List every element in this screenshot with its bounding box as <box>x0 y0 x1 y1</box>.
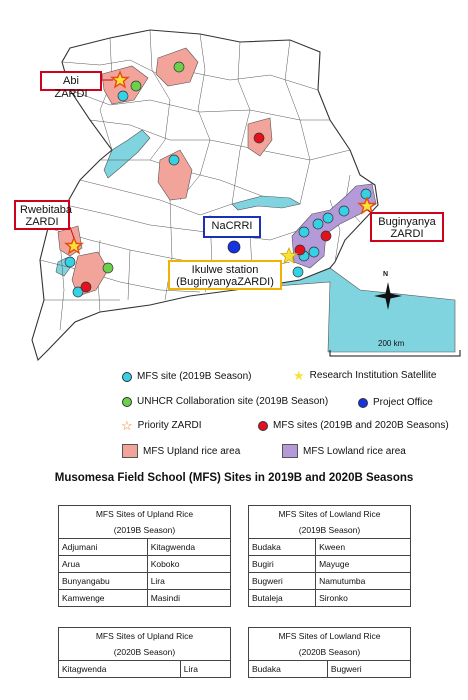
unhcr-site-marker <box>103 263 113 273</box>
table-cell: Lira <box>180 661 230 678</box>
table-cell: Bunyangabu <box>59 573 148 590</box>
table-lowland-2019b <box>248 505 411 607</box>
table-cell: Bugweri <box>249 573 316 590</box>
legend-upland-area <box>122 444 240 458</box>
legend-mfs-site <box>122 371 252 382</box>
table-cell: Adjumani <box>59 539 148 556</box>
table-title: MFS Sites of Upland Rice <box>59 628 231 645</box>
table-row <box>59 661 231 678</box>
yellow-star-icon: ★ <box>293 367 305 383</box>
table-cell: Kitagwenda <box>147 539 230 556</box>
table-row <box>249 573 411 590</box>
callout-ikulwe-line2: (BuginyanyaZARDI) <box>176 276 274 288</box>
callout-ikulwe-station <box>168 260 282 290</box>
mfs-site-marker <box>65 257 75 267</box>
table-title: MFS Sites of Lowland Rice <box>249 628 411 645</box>
blue-dot-icon <box>358 398 368 408</box>
table-cell: Butaleja <box>249 590 316 607</box>
callout-abi-label: Abi ZARDI <box>54 75 88 100</box>
mfs-site-marker <box>299 227 309 237</box>
legend-unhcr-label: UNHCR Collaboration site (2019B Season) <box>137 396 329 407</box>
table-cell: Kween <box>316 539 411 556</box>
mfs-both-marker <box>321 231 331 241</box>
table-row <box>59 573 231 590</box>
table-subtitle: (2020B Season) <box>249 644 411 661</box>
mfs-both-marker <box>81 282 91 292</box>
legend-project-office-label: Project Office <box>373 397 433 408</box>
table-cell: Namutumba <box>316 573 411 590</box>
green-dot-icon <box>122 397 132 407</box>
table-row <box>249 661 411 678</box>
table-cell: Lira <box>147 573 230 590</box>
table-title: MFS Sites of Lowland Rice <box>249 506 411 523</box>
table-cell: Kitagwenda <box>59 661 181 678</box>
callout-naccri <box>203 216 261 238</box>
table-cell: Budaka <box>249 539 316 556</box>
upland-swatch-icon <box>122 444 138 458</box>
table-cell: Sironko <box>316 590 411 607</box>
mfs-site-marker <box>323 213 333 223</box>
compass-north-label: N <box>383 271 389 278</box>
orange-star-icon: ☆ <box>121 417 133 433</box>
table-upland-2020b <box>58 627 231 678</box>
table-subtitle: (2020B Season) <box>59 644 231 661</box>
legend-project-office <box>358 397 433 408</box>
unhcr-site-marker <box>131 81 141 91</box>
mfs-site-marker <box>118 91 128 101</box>
table-cell: Budaka <box>249 661 328 678</box>
table-row <box>59 590 231 607</box>
legend-research-satellite-label: Research Institution Satellite <box>309 370 437 381</box>
table-upland-2019b <box>58 505 231 607</box>
table-row <box>249 556 411 573</box>
table-cell: Koboko <box>147 556 230 573</box>
legend-priority-zardi <box>121 417 202 433</box>
table-cell: Masindi <box>147 590 230 607</box>
callout-ikulwe-line1: Ikulwe station <box>191 264 259 276</box>
callout-rwebitaba-zardi <box>14 200 70 230</box>
table-cell: Bugweri <box>327 661 410 678</box>
table-title: MFS Sites of Upland Rice <box>59 506 231 523</box>
callout-rwebitaba-label: Rwebitaba ZARDI <box>20 204 72 228</box>
callout-naccri-label: NaCRRI <box>211 220 253 232</box>
unhcr-site-marker <box>174 62 184 72</box>
legend-upland-area-label: MFS Upland rice area <box>143 445 241 457</box>
lake-albert <box>104 130 150 178</box>
legend-lowland-area <box>282 444 406 458</box>
callout-buginyanya-zardi <box>370 212 444 242</box>
legend-lowland-area-label: MFS Lowland rice area <box>303 445 406 457</box>
legend-research-satellite <box>293 367 437 383</box>
legend-priority-zardi-label: Priority ZARDI <box>137 420 202 431</box>
mfs-site-marker <box>361 189 371 199</box>
legend-mfs-both-label: MFS sites (2019B and 2020B Seasons) <box>273 420 449 431</box>
table-row <box>59 556 231 573</box>
table-row <box>249 539 411 556</box>
mfs-site-marker <box>309 247 319 257</box>
lake-kyoga <box>232 196 300 210</box>
red-dot-icon <box>258 421 268 431</box>
mfs-both-marker <box>254 133 264 143</box>
table-subtitle: (2019B Season) <box>59 522 231 539</box>
mfs-site-marker <box>339 206 349 216</box>
project-office-marker <box>228 241 240 253</box>
lowland-swatch-icon <box>282 444 298 458</box>
callout-buginyanya-label: Buginyanya ZARDI <box>378 216 436 240</box>
table-cell: Arua <box>59 556 148 573</box>
table-cell: Kamwenge <box>59 590 148 607</box>
legend-mfs-both <box>258 420 449 431</box>
main-title: Musomesa Field School (MFS) Sites in 2019B and 2020B Seasons <box>54 472 414 484</box>
callout-abi-zardi <box>40 71 102 100</box>
table-cell: Bugiri <box>249 556 316 573</box>
legend-unhcr <box>122 396 328 407</box>
table-row <box>249 590 411 607</box>
table-row <box>59 539 231 556</box>
legend-mfs-site-label: MFS site (2019B Season) <box>137 371 252 382</box>
table-cell: Mayuge <box>316 556 411 573</box>
table-lowland-2020b <box>248 627 411 678</box>
mfs-site-marker <box>169 155 179 165</box>
table-subtitle: (2019B Season) <box>249 522 411 539</box>
mfs-site-marker <box>293 267 303 277</box>
mfs-site-marker <box>313 219 323 229</box>
cyan-dot-icon <box>122 372 132 382</box>
scale-bar-label: 200 km <box>378 339 405 348</box>
